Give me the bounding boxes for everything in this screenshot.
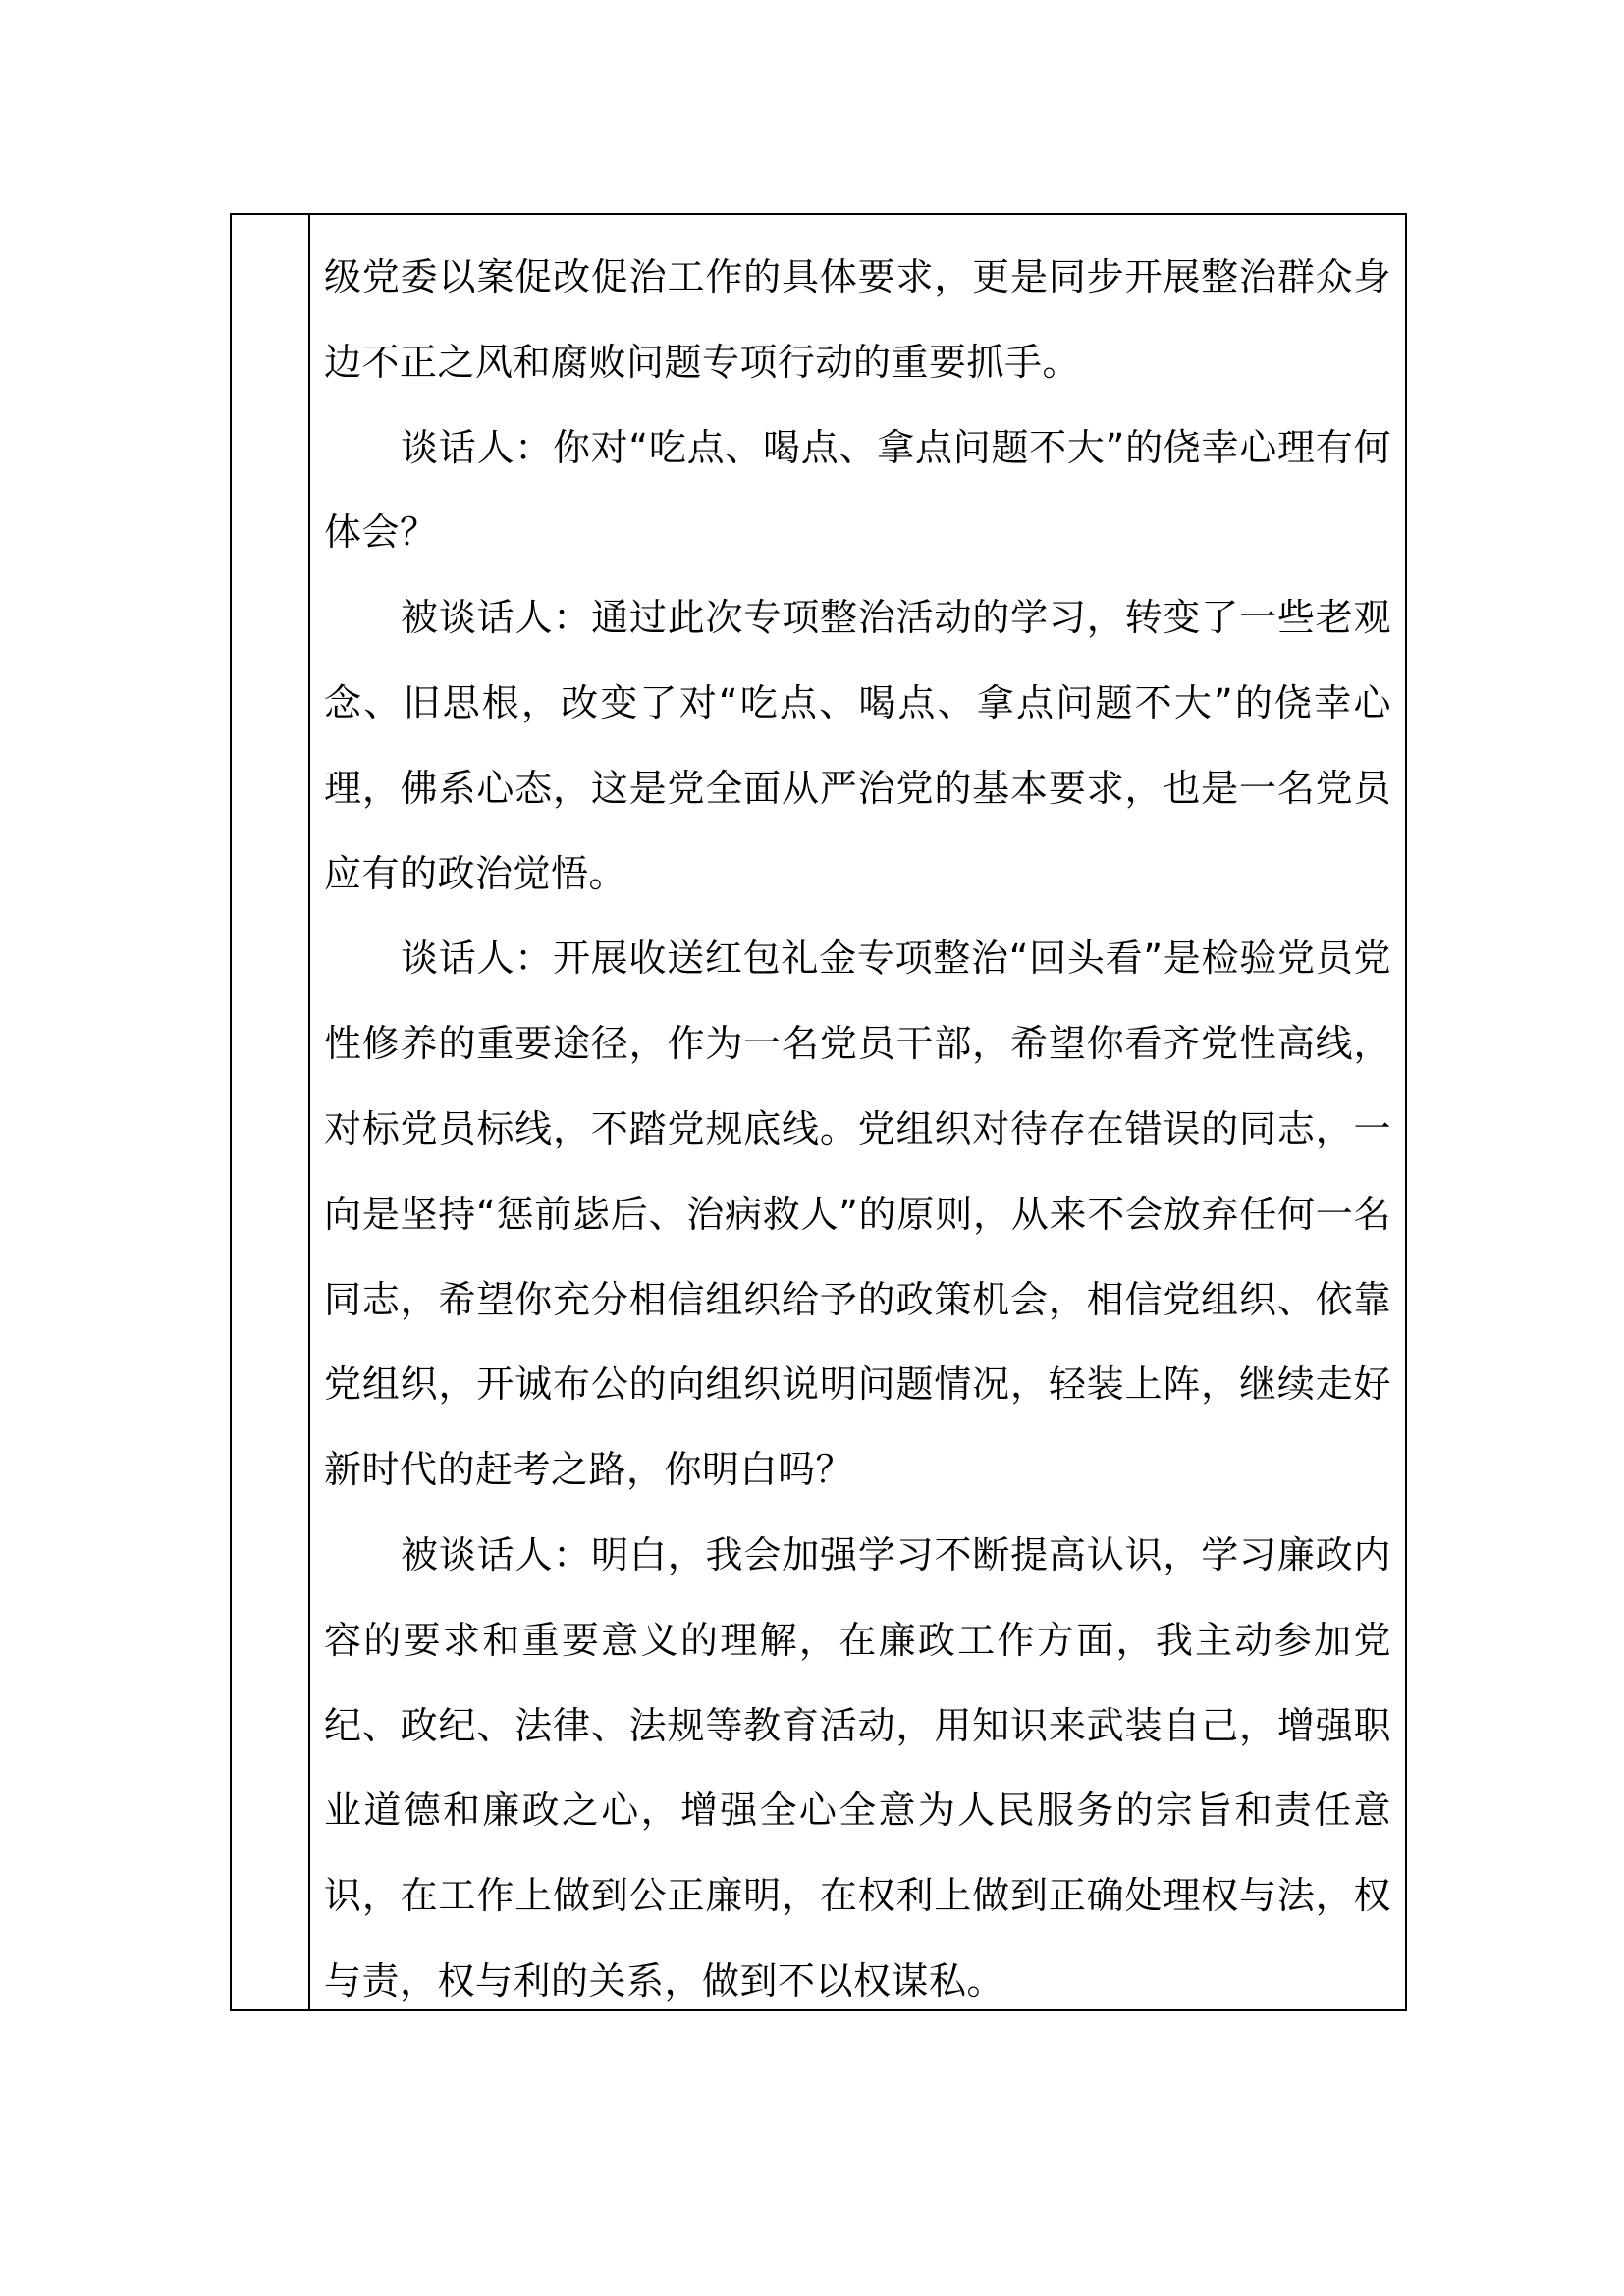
paragraph-interviewee-answer-1: 被谈话人：通过此次专项整治活动的学习，转变了一些老观念、旧思根，改变了对“吃点、喝点、拿点问题不大”的侥幸心理，佛系心态，这是党全面从严治党的基本要求，也是一名党员应有的政治觉悟。 xyxy=(324,596,1391,895)
paragraph-intro-continuation: 级党委以案促改促治工作的具体要求，更是同步开展整治群众身边不正之风和腐败问题专项行动的重要抓手。 xyxy=(324,255,1391,384)
paragraph-interviewer-question-2: 谈话人：开展收送红包礼金专项整治“回头看”是检验党员党性修养的重要途径，作为一名党员干部，希望你看齐党性高线，对标党员标线，不踏党规底线。党组织对待存在错误的同志，一向是坚持“惩前毖后、治病救人”的原则，从来不会放弃任何一名同志，希望你充分相信组织给予的政策机会，相信党组织、依靠党组织，开诚布公的向组织说明问题情况，轻装上阵，继续走好新时代的赶考之路，你明白吗？ xyxy=(324,936,1391,1492)
table-left-cell xyxy=(232,215,310,2009)
paragraph-interviewee-answer-2: 被谈话人：明白，我会加强学习不断提高认识，学习廉政内容的要求和重要意义的理解，在廉政工作方面，我主动参加党纪、政纪、法律、法规等教育活动，用知识来武装自己，增强职业道德和廉政之心，增强全心全意为人民服务的宗旨和责任意识，在工作上做到公正廉明，在权利上做到正确处理权与法，权与责，权与利的关系，做到不以权谋私。 xyxy=(324,1532,1391,2002)
document-table xyxy=(230,213,1407,2011)
table-content-cell xyxy=(310,215,1405,2009)
paragraph-interviewer-question-1: 谈话人：你对“吃点、喝点、拿点问题不大”的侥幸心理有何体会？ xyxy=(324,425,1391,555)
